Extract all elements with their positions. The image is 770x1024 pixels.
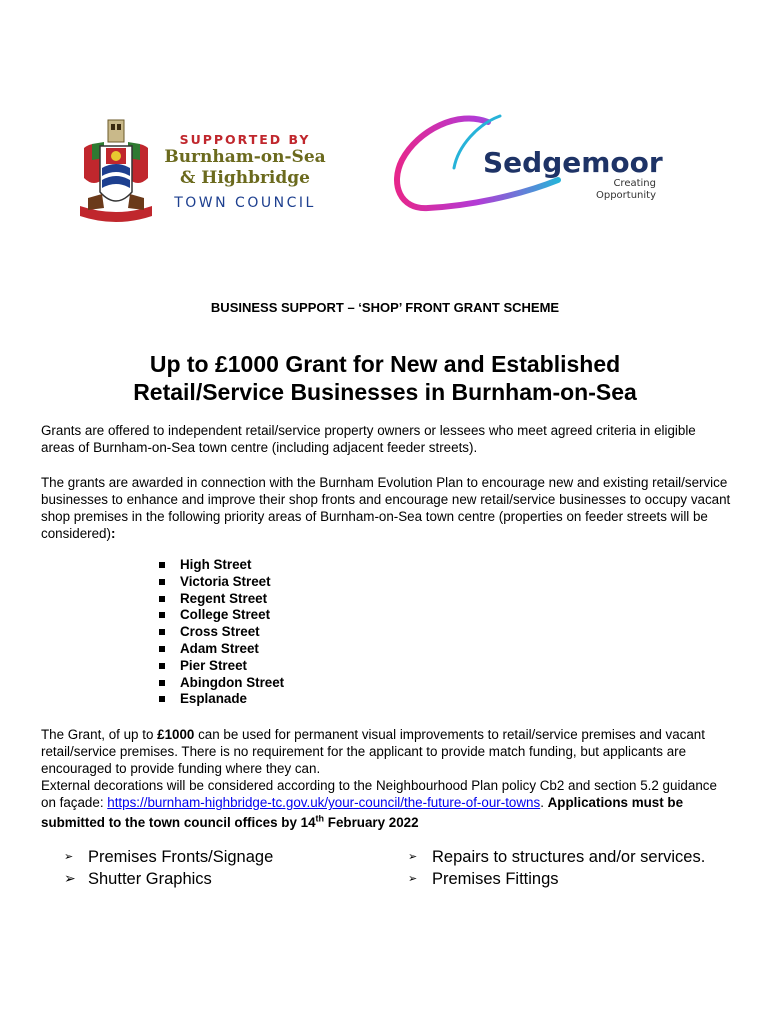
- list-item: Esplanade: [158, 691, 284, 708]
- scheme-subheading: BUSINESS SUPPORT – ‘SHOP’ FRONT GRANT SCHEME: [210, 300, 560, 315]
- arrow-bullet-icon: ➢: [64, 871, 76, 887]
- list-item: Adam Street: [158, 641, 284, 658]
- grant-details-paragraph: [41, 726, 731, 831]
- list-item: Pier Street: [158, 658, 284, 675]
- list-item: High Street: [158, 557, 284, 574]
- grant-text-b: can be used for permanent visual improvements to retail/service premises and vacant retail/service premises. There is no requirement for the applicant to provide match funding, but applicants are encouraged to provide funding where they can.: [41, 727, 705, 776]
- eligible-work-label: Premises Fronts/Signage: [88, 848, 274, 866]
- grant-text-c: External decorations will be considered according to the Neighbourhood Plan policy Cb2 and section 5.2 guidance on façade:: [41, 778, 717, 810]
- sedgemoor-logo-name: Sedgemoor: [483, 146, 663, 179]
- eligible-works-right: [408, 846, 705, 890]
- list-item: [64, 846, 273, 868]
- deadline-text-b: February 2022: [324, 815, 419, 831]
- council-logo-town-council: TOWN COUNCIL: [174, 195, 316, 211]
- list-item: [408, 868, 705, 890]
- sedgemoor-logo-tagline: [582, 178, 656, 202]
- eligible-work-label: Repairs to structures and/or services.: [432, 848, 706, 866]
- list-item: Victoria Street: [158, 574, 284, 591]
- eligible-works-left: [64, 846, 273, 890]
- council-logo-name1: Burnham-on-Sea: [164, 147, 326, 167]
- eligible-work-label: Premises Fittings: [432, 870, 559, 888]
- council-logo-name2: & Highbridge: [180, 168, 310, 188]
- future-of-our-towns-link[interactable]: https://burnham-highbridge-tc.gov.uk/your-council/the-future-of-our-towns: [107, 795, 541, 810]
- evolution-plan-text: The grants are awarded in connection with the Burnham Evolution Plan to encourage new and existing retail/service businesses to enhance and improve their shop fronts and encourage new retail/service businesses to occupy vacant shop premises in the following priority areas of Burnham-on-Sea town centre (properties on feeder streets will be considered): [41, 475, 731, 541]
- page-title-line2: Retail/Service Businesses in Burnham-on-Sea: [133, 379, 637, 405]
- arrow-bullet-icon: ➢: [408, 872, 418, 885]
- arrow-bullet-icon: ➢: [408, 850, 418, 863]
- page-title-line1: Up to £1000 Grant for New and Established: [149, 351, 621, 377]
- sedgemoor-tagline-line2: Opportunity: [595, 190, 656, 201]
- council-logo-text: [160, 132, 330, 211]
- deadline-text-a: Applications must be submitted to the town council offices by 14: [41, 795, 684, 831]
- arrow-bullet-icon: ➢: [64, 850, 74, 863]
- grant-text-a: The Grant, of up to: [41, 727, 158, 742]
- intro-paragraph: Grants are offered to independent retail/service property owners or lessees who meet agreed criteria in eligible areas of Burnham-on-Sea town centre (including adjacent feeder streets).: [41, 423, 696, 455]
- list-item: College Street: [158, 607, 284, 624]
- grant-amount: £1000: [157, 727, 195, 742]
- evolution-plan-paragraph: [41, 474, 731, 542]
- evolution-plan-colon: :: [110, 526, 116, 541]
- grant-text-d: .: [540, 795, 548, 810]
- logo-banner: [0, 110, 770, 250]
- list-item: Regent Street: [158, 591, 284, 608]
- eligible-work-label: Shutter Graphics: [88, 870, 212, 888]
- list-item: Abingdon Street: [158, 675, 284, 692]
- page-title: [60, 350, 710, 406]
- list-item: Cross Street: [158, 624, 284, 641]
- council-logo-supported: SUPPORTED BY: [179, 132, 311, 147]
- sedgemoor-tagline-line1: Creating: [613, 178, 656, 189]
- list-item: [408, 846, 705, 868]
- deadline-sup: th: [315, 814, 325, 824]
- town-crest-icon: [74, 118, 158, 236]
- priority-streets-list: [158, 557, 284, 708]
- list-item: [64, 868, 273, 890]
